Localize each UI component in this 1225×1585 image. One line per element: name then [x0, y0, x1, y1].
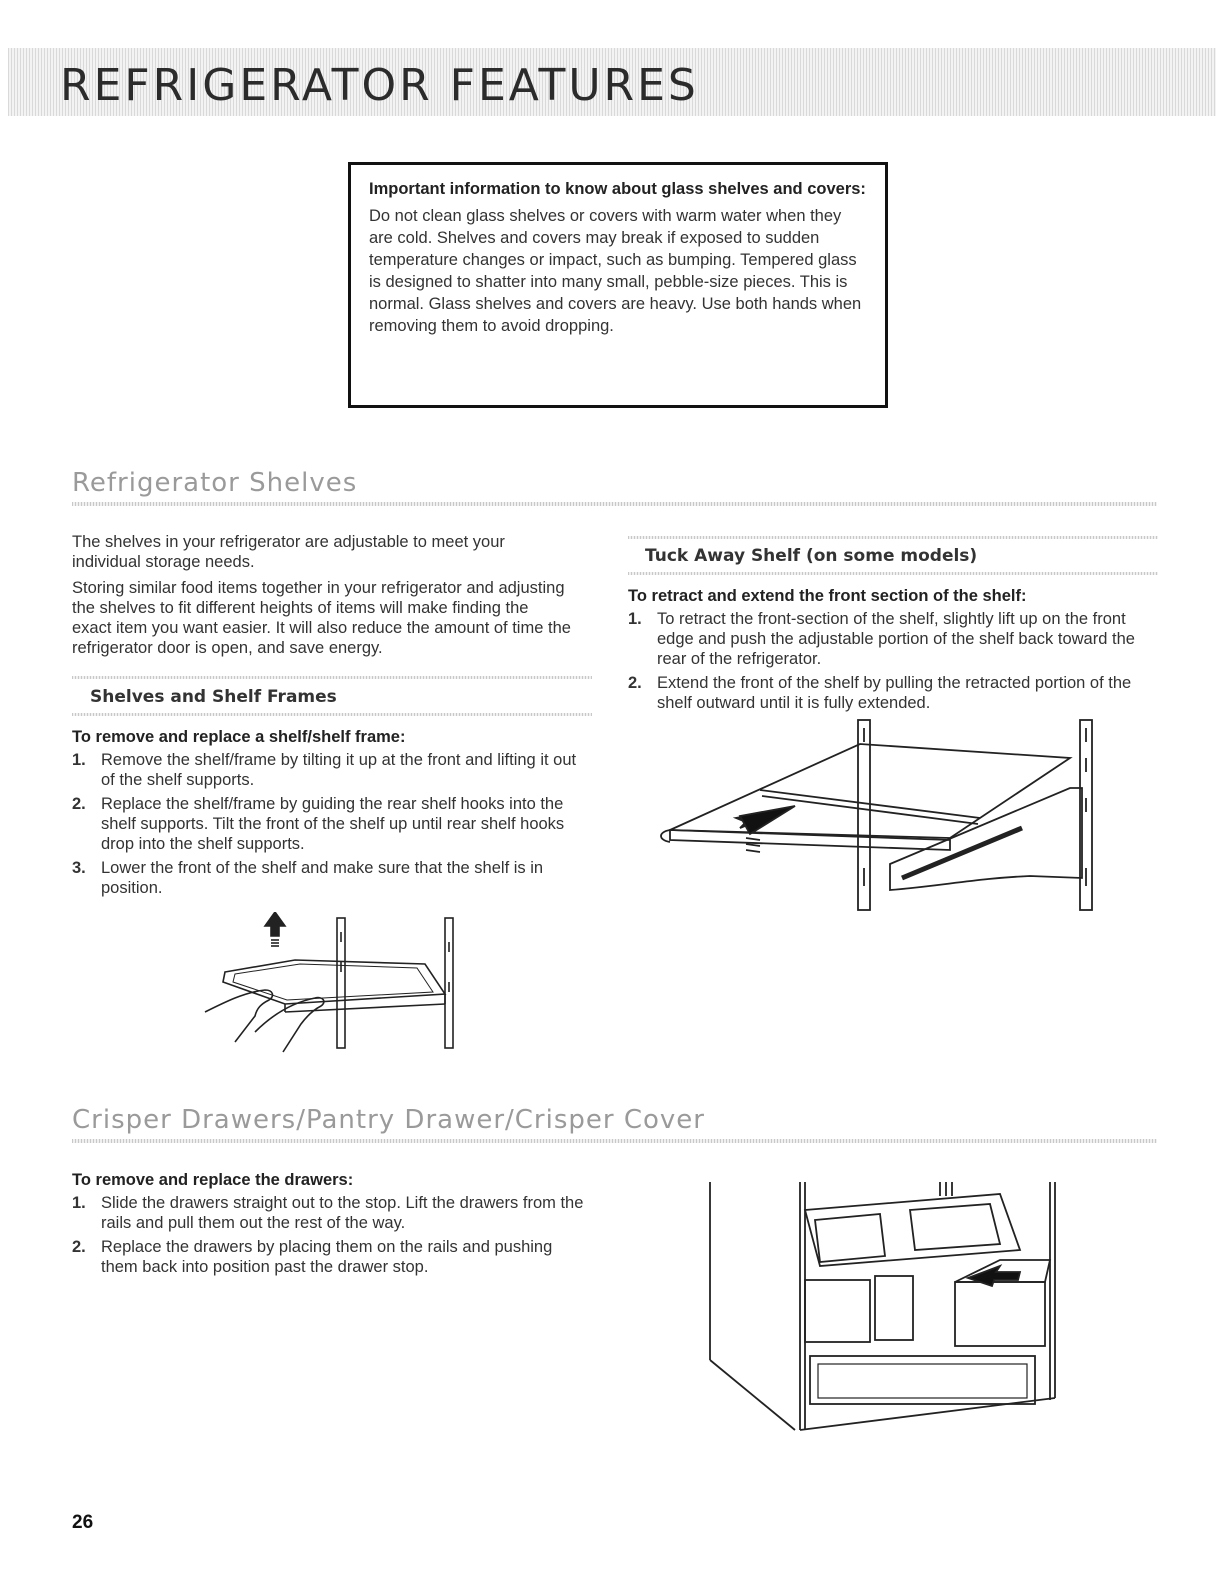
list-item — [72, 794, 592, 854]
list-item — [72, 750, 592, 790]
step-text: Slide the drawers straight out to the stop. Lift the drawers from the rails and pull them out the rest of the way. — [101, 1194, 584, 1232]
subheading-shelf-frames: Shelves and Shelf Frames — [90, 687, 337, 707]
step-number: 3. — [72, 859, 86, 877]
tuck-steps-list — [628, 605, 1153, 713]
step-text: Replace the drawers by placing them on the rails and pushing them back into position past the drawer stop. — [101, 1238, 553, 1276]
important-notice-box — [348, 162, 888, 408]
subsection-rule-top — [628, 536, 1158, 539]
up-arrow-icon — [265, 912, 285, 936]
shelf-frame-illustration — [195, 912, 475, 1057]
notice-body: Do not clean glass shelves or covers with warm water when they are cold. Shelves and covers may break if exposed to sudden temperature changes or impact, such as bumping. Tempered glass is designed to shatter into many small, pebble-size pieces. This is normal. Glass shelves and covers are heavy. Use both hands when removing them to avoid dropping. — [369, 207, 862, 335]
section-heading-shelves: Refrigerator Shelves — [72, 468, 358, 498]
section-rule — [72, 502, 1157, 506]
notice-title: Important information to know about glass shelves and covers: — [369, 180, 866, 198]
frames-lead: To remove and replace a shelf/shelf frame: — [72, 728, 406, 746]
list-item — [628, 609, 1153, 669]
step-text: To retract the front-section of the shelf, slightly lift up on the front edge and push the adjustable portion of the shelf back toward the rear of the refrigerator. — [657, 610, 1135, 668]
crisper-lead: To remove and replace the drawers: — [72, 1171, 354, 1189]
step-text: Replace the shelf/frame by guiding the rear shelf hooks into the shelf supports. Tilt the front of the shelf up until rear shelf hooks drop into the shelf supports. — [101, 795, 565, 853]
step-text: Lower the front of the shelf and make sure that the shelf is in position. — [101, 859, 544, 897]
subsection-rule-top — [72, 676, 592, 679]
crisper-drawers-illustration — [700, 1180, 1065, 1445]
subsection-rule-bottom — [72, 713, 592, 716]
step-text: Remove the shelf/frame by tilting it up at the front and lifting it out of the shelf supports. — [101, 751, 577, 789]
crisper-steps-list — [72, 1189, 592, 1277]
section-heading-crisper: Crisper Drawers/Pantry Drawer/Crisper Cover — [72, 1105, 705, 1135]
step-number: 2. — [628, 674, 642, 692]
step-number: 1. — [628, 610, 642, 628]
tuck-lead: To retract and extend the front section of the shelf: — [628, 587, 1027, 605]
list-item — [72, 1193, 592, 1233]
step-number: 1. — [72, 751, 86, 769]
list-item — [628, 673, 1153, 713]
page-title: REFRIGERATOR FEATURES — [60, 60, 699, 111]
arrow-icon — [740, 806, 795, 834]
page-number: 26 — [72, 1512, 94, 1533]
list-item — [72, 858, 592, 898]
tuck-away-shelf-illustration — [650, 718, 1110, 913]
step-number: 2. — [72, 795, 86, 813]
arrow-icon — [968, 1266, 1020, 1286]
shelves-intro-1: The shelves in your refrigerator are adjustable to meet your individual storage needs. — [72, 533, 505, 571]
frames-steps-list — [72, 746, 592, 898]
shelves-intro-2: Storing similar food items together in your refrigerator and adjusting the shelves to fit different heights of items will make finding the exact item you want easier. It will also reduce the amount of time the refrigerator door is open, and save energy. — [72, 579, 571, 657]
step-text: Extend the front of the shelf by pulling the retracted portion of the shelf outward until it is fully extended. — [657, 674, 1132, 712]
list-item — [72, 1237, 592, 1277]
subheading-tuck-away: Tuck Away Shelf (on some models) — [645, 546, 978, 566]
step-number: 1. — [72, 1194, 86, 1212]
subsection-rule-bottom — [628, 572, 1158, 575]
section-rule — [72, 1139, 1157, 1143]
step-number: 2. — [72, 1238, 86, 1256]
